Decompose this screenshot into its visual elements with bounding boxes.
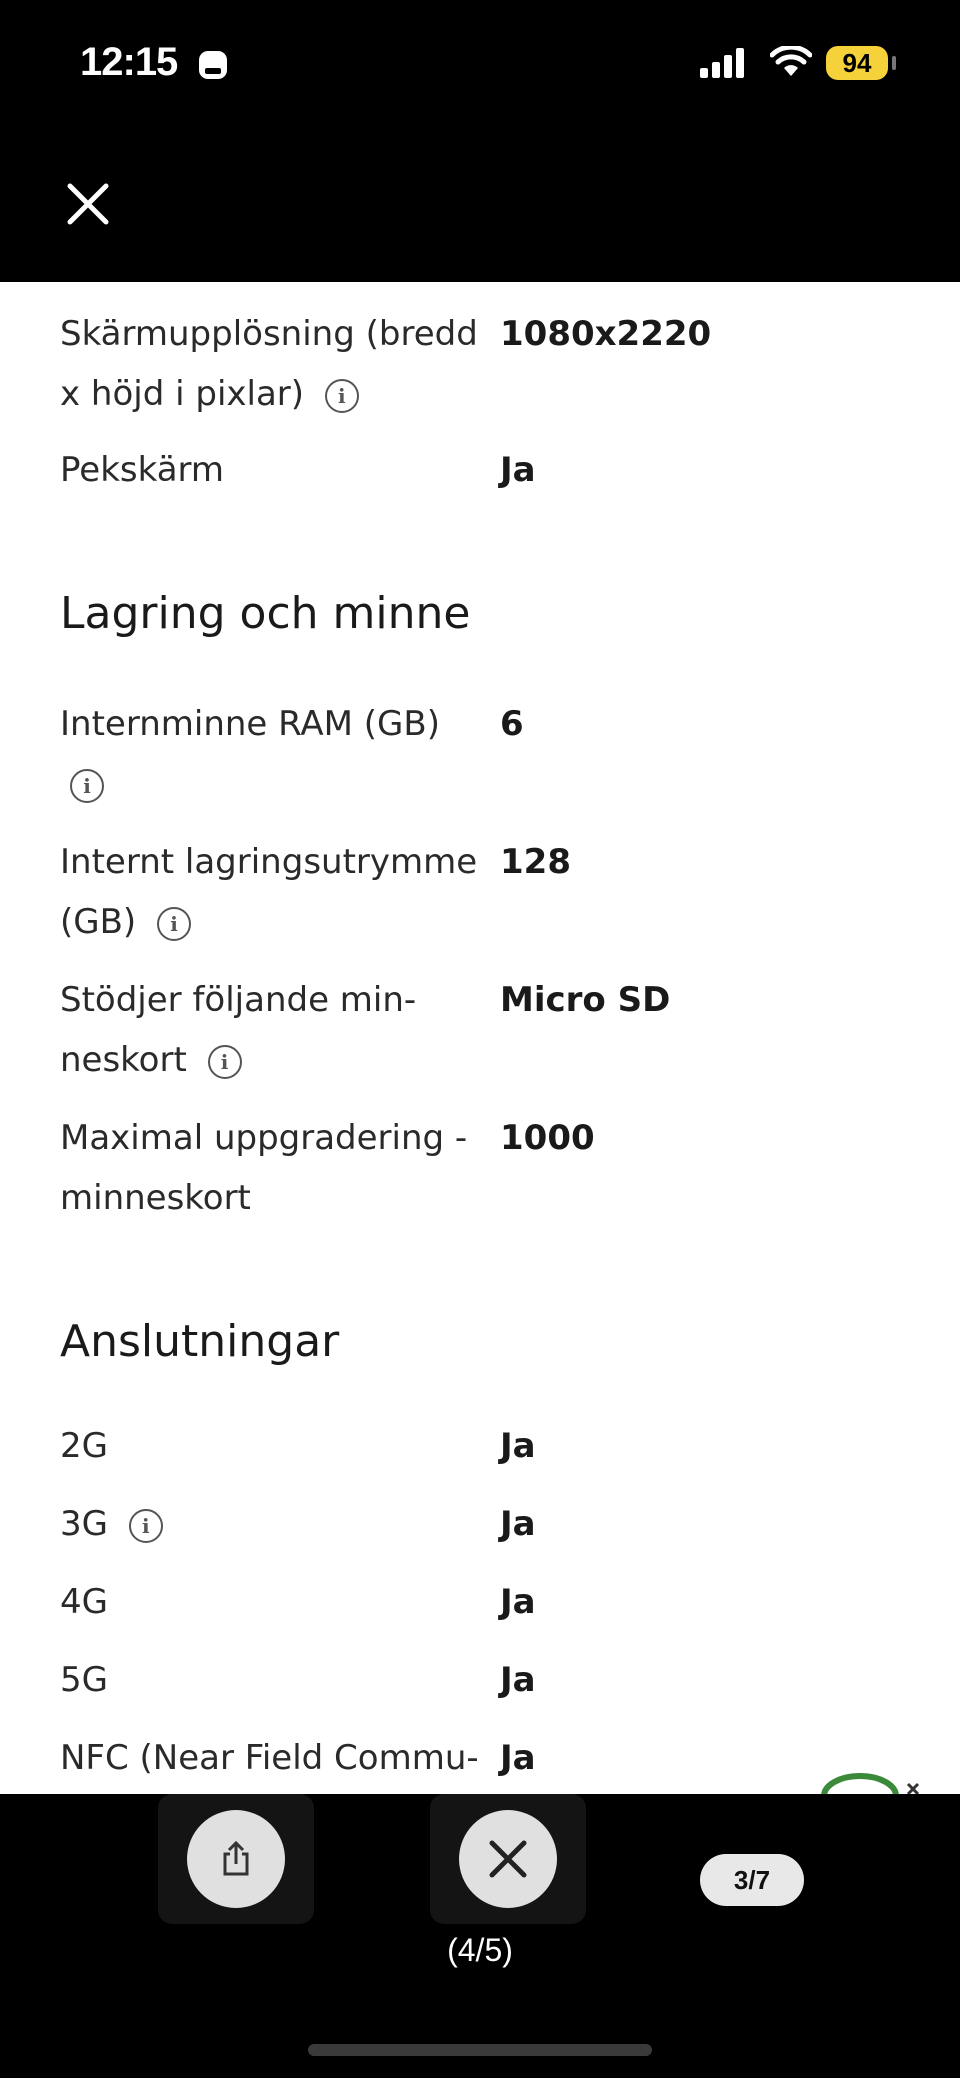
spec-label: Skärmupplösning (bredd x höjd i pixlar) — [60, 314, 478, 414]
spec-value: Ja — [500, 1582, 536, 1622]
close-icon[interactable] — [66, 182, 110, 226]
spec-value: Ja — [500, 1504, 536, 1544]
spec-value: 1000 — [500, 1118, 595, 1158]
image-counter-badge: 3/7 — [700, 1854, 804, 1906]
info-icon[interactable]: i — [208, 1045, 242, 1079]
status-bar — [0, 0, 960, 130]
battery-level: 94 — [826, 46, 888, 80]
battery-tip — [892, 56, 896, 70]
info-icon[interactable]: i — [129, 1509, 163, 1543]
wifi-icon — [770, 46, 812, 78]
spec-value: Ja — [500, 1738, 536, 1778]
section-heading-connections: Anslutningar — [60, 1316, 340, 1367]
spec-value: Ja — [500, 1426, 536, 1466]
spec-value: Micro SD — [500, 980, 671, 1020]
cellular-signal-icon — [700, 48, 748, 78]
info-icon[interactable]: i — [157, 907, 191, 941]
status-time: 12:15 — [80, 40, 178, 84]
share-button[interactable] — [187, 1810, 285, 1908]
home-indicator[interactable] — [308, 2044, 652, 2056]
spec-value: 1080x2220 — [500, 314, 712, 354]
spec-value: 128 — [500, 842, 571, 882]
spec-label: 5G — [60, 1660, 108, 1700]
spec-sheet-image — [0, 282, 960, 1794]
spec-value: 6 — [500, 704, 524, 744]
focus-mode-icon — [196, 48, 230, 82]
section-heading-storage: Lagring och minne — [60, 588, 471, 639]
spec-label: 3G — [60, 1504, 108, 1544]
spec-label: 4G — [60, 1582, 108, 1622]
spec-label: Internminne RAM (GB) — [60, 704, 440, 744]
spec-label: 2G — [60, 1426, 108, 1466]
info-icon[interactable]: i — [325, 379, 359, 413]
spec-label: Internt lagringsutrymme (GB) — [60, 842, 478, 942]
spec-label: NFC (Near Field Commu- — [60, 1738, 479, 1778]
share-icon — [219, 1840, 253, 1878]
spec-label: Stödjer följande min-neskort — [60, 980, 417, 1080]
spec-label: Pekskärm — [60, 450, 225, 490]
page-indicator: (4/5) — [447, 1932, 513, 1968]
spec-label: Maximal uppgradering - minneskort — [60, 1118, 468, 1218]
info-icon[interactable]: i — [70, 769, 104, 803]
close-viewer-button[interactable] — [459, 1810, 557, 1908]
spec-value: Ja — [500, 450, 536, 490]
ad-badge-icon — [816, 1762, 926, 1794]
spec-value: Ja — [500, 1660, 536, 1700]
close-icon — [488, 1839, 528, 1879]
